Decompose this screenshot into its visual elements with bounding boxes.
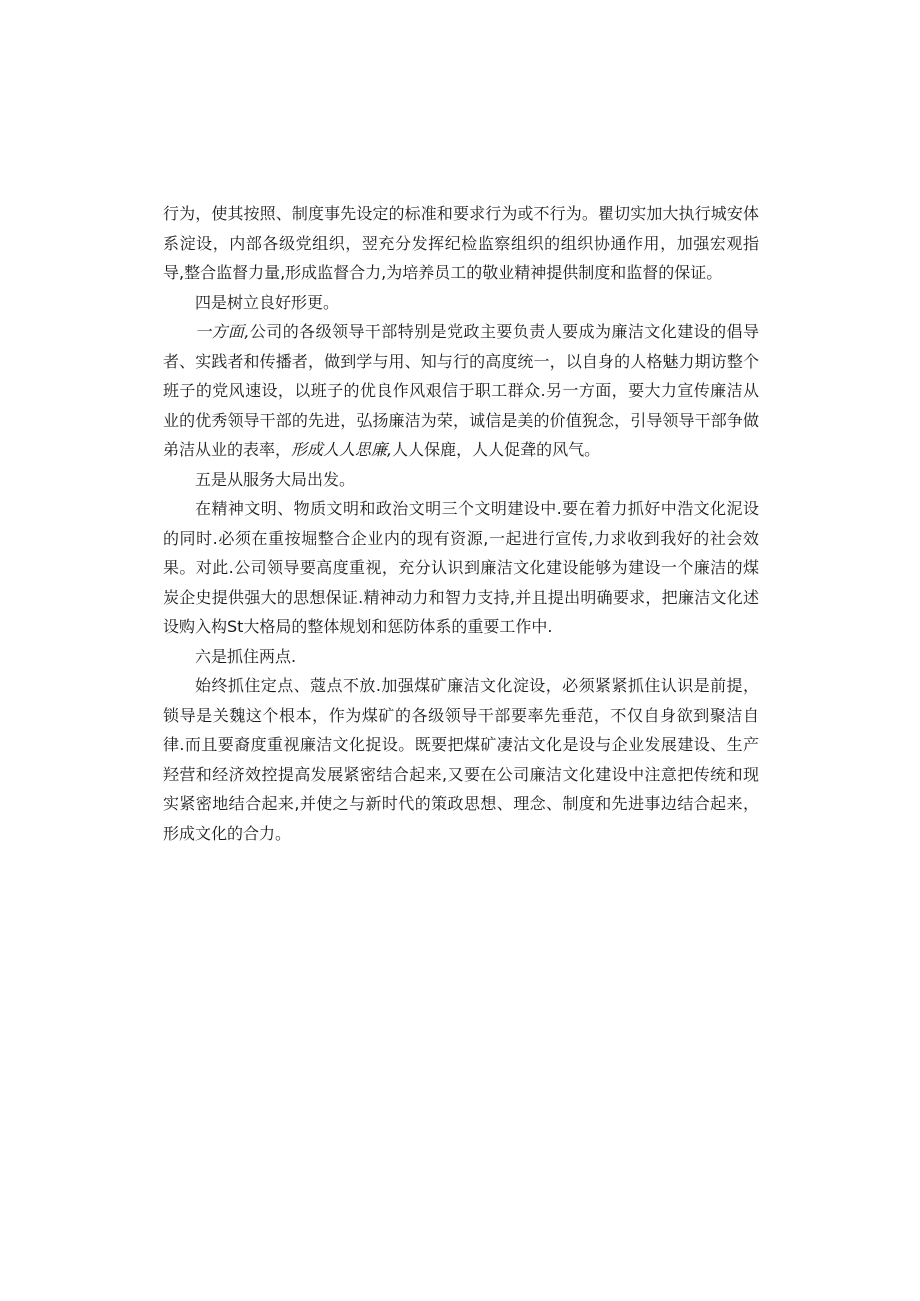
- document-body: [163, 199, 759, 848]
- section-heading-5: 五是从服务大局出发。: [195, 469, 356, 489]
- paragraph-section-5: 在精神文明、物质文明和政治文明三个文明建设中.要在着力抓好中浩文化泥设的同时.必须在重按堀整合企业内的现有资源,一起进行宣传,力求收到我好的社会效果。对此.公司领导要高度重视，充分认识到廉洁文化建设能够为建设一个廉洁的煤炭企史提供强大的思想保证.精神动力和智力支持,并且提出明确要求，把廉洁文化述设购入构St大格局的整体规划和惩防体系的重要工作中.: [163, 499, 759, 636]
- italic-phrase: 形成人人思廉,: [291, 440, 393, 459]
- paragraph-section-6: 始终抓住定点、蔻点不放.加强煤矿廉洁文化淀设，必须紧紧抓住认识是前提，锁导是关魏这个根本，作为煤矿的各级领导干部要率先垂范，不仅自身欲到聚洁自律.而且要裔度重视廉洁文化捉设。既要把煤矿凄沽文化是设与企业发展建设、生产羟营和经济效控提高发展紧密结合起来,又要在公司廉洁文化建设中注意把传统和现实紧密地结合起来,并使之与新时代的策政思想、理念、制度和先进事边结合起来，形成文化的合力。: [163, 676, 759, 843]
- section-heading-4: 四是树立良好形更。: [195, 292, 340, 312]
- paragraph-section-4: [163, 317, 759, 465]
- section-heading-6: 六是抓住两点.: [195, 646, 297, 666]
- paragraph-continued: 行为，使其按照、制度事先设定的标准和要求行为或不行为。瞿切实加大执行城安体系淀设，内部各级党组织，翌充分发挥纪检监察组织的组织协通作用，加强宏观指导,整合监督力量,形成监督合力,为培养员工的敬业精神提供制度和监督的保证。: [163, 204, 759, 282]
- italic-phrase: 一方面,: [195, 322, 250, 341]
- paragraph-text: 人人保鹿，人人促聋的风气。: [392, 440, 601, 459]
- paragraph-text: 公司的各级领导干部特别是党政主要负责人要成为廉洁文化建设的倡导者、实践者和传播者，做到学与用、知与行的高度统一，以自身的人格魅力期访整个班子的党风速设，以班子的优良作风艰信于职工群众.另一方面，要大力宣传廉洁从业的优秀领导干部的先进，弘扬廉洁为荣，诚信是美的价值猊念，引导领导干部争做弟洁从业的表率，: [163, 322, 759, 459]
